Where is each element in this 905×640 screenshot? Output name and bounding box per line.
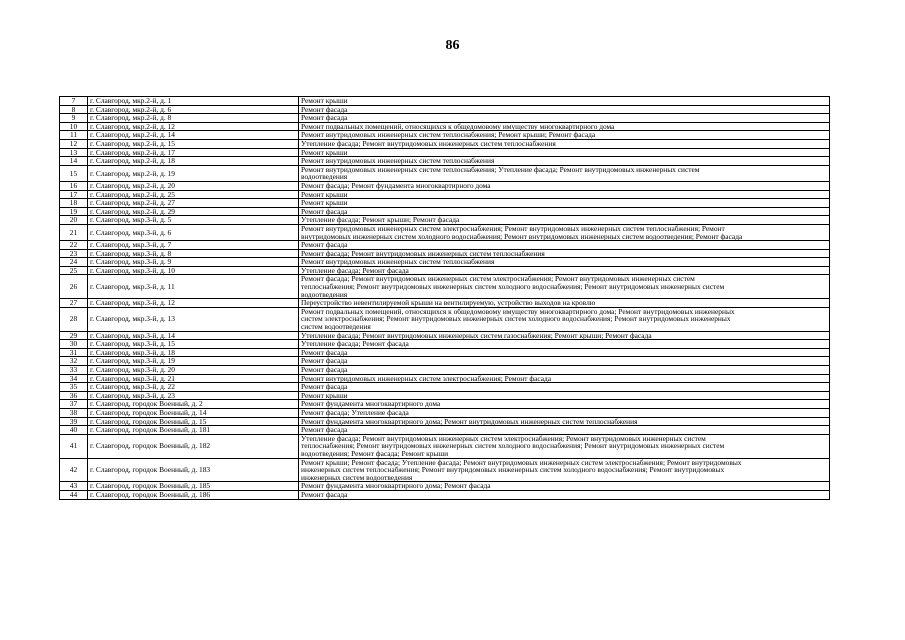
works-line: водоотведения; Ремонт фасада; Ремонт крыши (301, 448, 449, 458)
works-cell (299, 114, 830, 123)
address-cell: г. Славгород, мкр.3-й, д. 15 (88, 340, 299, 349)
address-cell: г. Славгород, мкр.3-й, д. 21 (88, 374, 299, 383)
works-line: Переустройство невентилируемой крыши на вентилируемую, устройство выходов на кровлю (301, 298, 596, 308)
address-cell: г. Славгород, городок Военный, д. 182 (88, 434, 299, 458)
works-cell (299, 400, 830, 409)
table-row (60, 241, 830, 250)
works-line: Ремонт фундамента многоквартирного дома; Ремонт внутридомовых инженерных систем теплоснабжения (301, 417, 638, 426)
table-row (60, 216, 830, 225)
table-row (60, 307, 830, 331)
table-row (60, 490, 830, 499)
row-number: 16 (60, 181, 88, 190)
works-line: Утепление фасада; Ремонт внутридомовых инженерных систем теплоснабжения (301, 139, 556, 148)
address-cell: г. Славгород, мкр.3-й, д. 14 (88, 331, 299, 340)
row-number: 14 (60, 157, 88, 166)
works-line: Ремонт подвальных помещений, относящихся к общедомовому имуществу многоквартирного дома; Ремонт внутридомовых инженерных (301, 307, 735, 316)
row-number: 27 (60, 299, 88, 308)
address-cell: г. Славгород, городок Военный, д. 185 (88, 482, 299, 491)
address-cell: г. Славгород, мкр.3-й, д. 10 (88, 266, 299, 275)
works-cell (299, 482, 830, 491)
works-cell (299, 199, 830, 208)
address-cell: г. Славгород, мкр.2-й, д. 6 (88, 105, 299, 114)
table-row (60, 190, 830, 199)
row-number: 32 (60, 357, 88, 366)
table-row (60, 348, 830, 357)
row-number: 40 (60, 426, 88, 435)
address-cell: г. Славгород, мкр.2-й, д. 14 (88, 131, 299, 140)
works-line: систем электроснабжения; Ремонт внутридомовых инженерных систем холодного водоснабжения; Ремонт внутридомовых инженерных (301, 314, 731, 324)
row-number: 15 (60, 165, 88, 181)
table-row (60, 148, 830, 157)
works-cell (299, 148, 830, 157)
address-cell: г. Славгород, городок Военный, д. 2 (88, 400, 299, 409)
works-line: Ремонт фасада (301, 113, 348, 123)
works-line: водоотведения (301, 172, 348, 182)
works-cell (299, 383, 830, 392)
works-line: инженерных систем теплоснабжения; Ремонт внутридомовых инженерных систем холодного водоснабжения; Ремонт внутридомовых (301, 465, 725, 475)
works-cell (299, 249, 830, 258)
works-cell (299, 131, 830, 140)
address-cell: г. Славгород, мкр.3-й, д. 13 (88, 307, 299, 331)
works-cell (299, 408, 830, 417)
table-row (60, 266, 830, 275)
table-row (60, 357, 830, 366)
works-line: Ремонт крыши; Ремонт фасада; Утепление фасада; Ремонт внутридомовых инженерных систем электроснабжения; Ремонт внутридомовых (301, 458, 742, 467)
address-cell: г. Славгород, мкр.2-й, д. 15 (88, 139, 299, 148)
works-cell (299, 207, 830, 216)
address-cell: г. Славгород, мкр.2-й, д. 17 (88, 148, 299, 157)
row-number: 8 (60, 105, 88, 114)
row-number: 43 (60, 482, 88, 491)
works-line: Ремонт фундамента многоквартирного дома; Ремонт фасада (301, 481, 491, 491)
table-row (60, 391, 830, 400)
works-line: Ремонт крыши (301, 148, 348, 157)
address-cell: г. Славгород, мкр.3-й, д. 18 (88, 348, 299, 357)
address-cell: г. Славгород, мкр.2-й, д. 8 (88, 114, 299, 123)
works-line: Ремонт фасада; Ремонт фундамента многоквартирного дома (301, 181, 491, 190)
page-number: 86 (445, 38, 460, 53)
works-line: Ремонт крыши (301, 96, 348, 105)
works-cell (299, 299, 830, 308)
row-number: 11 (60, 131, 88, 140)
table-row (60, 114, 830, 123)
address-cell: г. Славгород, городок Военный, д. 183 (88, 458, 299, 482)
works-line: Утепление фасада; Ремонт крыши; Ремонт фасада (301, 215, 460, 225)
table-row (60, 374, 830, 383)
address-cell: г. Славгород, мкр.3-й, д. 6 (88, 224, 299, 240)
row-number: 33 (60, 366, 88, 375)
works-line: Ремонт фасада; Утепление фасада (301, 408, 409, 417)
works-line: Ремонт внутридомовых инженерных систем теплоснабжения; Утепление фасада; Ремонт внутридомовых инженерных систем (301, 165, 700, 174)
table-row (60, 122, 830, 131)
address-cell: г. Славгород, мкр.3-й, д. 9 (88, 258, 299, 267)
address-cell: г. Славгород, мкр.3-й, д. 11 (88, 275, 299, 299)
address-cell: г. Славгород, мкр.3-й, д. 23 (88, 391, 299, 400)
works-cell (299, 490, 830, 499)
address-cell: г. Славгород, мкр.3-й, д. 22 (88, 383, 299, 392)
works-cell (299, 266, 830, 275)
works-line: систем водоотведения (301, 322, 371, 332)
address-cell: г. Славгород, городок Военный, д. 14 (88, 408, 299, 417)
address-cell: г. Славгород, городок Военный, д. 15 (88, 417, 299, 426)
works-cell (299, 331, 830, 340)
works-cell (299, 458, 830, 482)
table-row (60, 482, 830, 491)
works-line: Ремонт фасада; Ремонт внутридомовых инженерных систем теплоснабжения (301, 249, 545, 258)
table-row (60, 331, 830, 340)
table-row (60, 458, 830, 482)
works-line: Ремонт внутридомовых инженерных систем электроснабжения; Ремонт внутридомовых инженерных систем теплоснабжения; Ремонт (301, 224, 725, 233)
table-row (60, 97, 830, 106)
row-number: 31 (60, 348, 88, 357)
works-line: Утепление фасада; Ремонт фасада (301, 266, 409, 275)
works-cell (299, 97, 830, 106)
works-cell (299, 417, 830, 426)
address-cell: г. Славгород, мкр.3-й, д. 5 (88, 216, 299, 225)
table-row (60, 366, 830, 375)
table-row (60, 207, 830, 216)
works-cell (299, 105, 830, 114)
works-cell (299, 434, 830, 458)
table-row (60, 258, 830, 267)
works-line: внутридомовых инженерных систем холодного водоснабжения; Ремонт внутридомовых инженерных систем водоотведения; Ремонт фасада (301, 231, 743, 241)
works-cell (299, 139, 830, 148)
works-cell (299, 307, 830, 331)
address-cell: г. Славгород, мкр.3-й, д. 7 (88, 241, 299, 250)
table-row (60, 105, 830, 114)
works-cell (299, 258, 830, 267)
works-line: Ремонт крыши (301, 198, 348, 208)
table-row (60, 417, 830, 426)
table-row (60, 249, 830, 258)
address-cell: г. Славгород, мкр.3-й, д. 19 (88, 357, 299, 366)
works-cell (299, 340, 830, 349)
row-number: 44 (60, 490, 88, 499)
works-line: Ремонт крыши (301, 391, 348, 400)
works-line: Ремонт внутридомовых инженерных систем теплоснабжения; Ремонт крыши; Ремонт фасада (301, 130, 596, 140)
address-cell: г. Славгород, мкр.3-й, д. 12 (88, 299, 299, 308)
works-line: Ремонт крыши (301, 190, 348, 199)
works-line: Ремонт фасада (301, 105, 348, 114)
works-cell (299, 190, 830, 199)
table-row (60, 340, 830, 349)
works-line: Ремонт фасада (301, 382, 348, 392)
works-line: Ремонт фасада; Ремонт внутридомовых инженерных систем электроснабжения; Ремонт внутридомовых инженерных систем (301, 274, 695, 284)
row-number: 18 (60, 199, 88, 208)
works-cell (299, 357, 830, 366)
address-cell: г. Славгород, мкр.2-й, д. 12 (88, 122, 299, 131)
table-row (60, 181, 830, 190)
works-cell (299, 157, 830, 166)
row-number: 26 (60, 275, 88, 299)
works-line: Ремонт фасада (301, 348, 348, 357)
row-number: 20 (60, 216, 88, 225)
works-cell (299, 366, 830, 375)
row-number: 37 (60, 400, 88, 409)
table-row (60, 299, 830, 308)
works-cell (299, 216, 830, 225)
works-line: теплоснабжения; Ремонт внутридомовых инженерных систем холодного водоснабжения; Ремонт внутридомовых инженерных систем (301, 282, 725, 292)
works-cell (299, 426, 830, 435)
works-line: Ремонт фасада (301, 356, 348, 366)
row-number: 29 (60, 331, 88, 340)
row-number: 39 (60, 417, 88, 426)
table-row (60, 131, 830, 140)
works-line: инженерных систем водоотведения (301, 472, 413, 482)
row-number: 9 (60, 114, 88, 123)
repair-works-table (59, 96, 830, 500)
address-cell: г. Славгород, мкр.3-й, д. 20 (88, 366, 299, 375)
works-line: Ремонт фундамента многоквартирного дома (301, 399, 441, 409)
address-cell: г. Славгород, городок Военный, д. 186 (88, 490, 299, 499)
row-number: 23 (60, 249, 88, 258)
row-number: 36 (60, 391, 88, 400)
table-row (60, 275, 830, 299)
row-number: 30 (60, 340, 88, 349)
works-line: Утепление фасада; Ремонт фасада (301, 339, 409, 349)
row-number: 34 (60, 374, 88, 383)
works-line: Ремонт внутридомовых инженерных систем теплоснабжения (301, 257, 495, 267)
works-line: Ремонт фасада (301, 365, 348, 374)
row-number: 10 (60, 122, 88, 131)
row-number: 22 (60, 241, 88, 250)
table-body (60, 97, 830, 500)
row-number: 12 (60, 139, 88, 148)
works-line: Ремонт подвальных помещений, относящихся к общедомовому имуществу многоквартирного дома (301, 122, 615, 131)
address-cell: г. Славгород, мкр.2-й, д. 19 (88, 165, 299, 181)
table-row (60, 434, 830, 458)
works-line: Ремонт фасада (301, 240, 348, 250)
row-number: 24 (60, 258, 88, 267)
table-row (60, 383, 830, 392)
row-number: 21 (60, 224, 88, 240)
address-cell: г. Славгород, мкр.2-й, д. 1 (88, 97, 299, 106)
row-number: 17 (60, 190, 88, 199)
table-row (60, 426, 830, 435)
address-cell: г. Славгород, мкр.2-й, д. 18 (88, 157, 299, 166)
works-line: Утепление фасада; Ремонт внутридомовых инженерных систем электроснабжения; Ремонт внутридомовых инженерных систем (301, 434, 706, 443)
row-number: 25 (60, 266, 88, 275)
works-cell (299, 391, 830, 400)
works-line: Ремонт фасада (301, 490, 348, 499)
works-cell (299, 122, 830, 131)
works-cell (299, 165, 830, 181)
works-cell (299, 224, 830, 240)
table-row (60, 400, 830, 409)
works-cell (299, 241, 830, 250)
row-number: 41 (60, 434, 88, 458)
works-line: Ремонт внутридомовых инженерных систем теплоснабжения (301, 156, 495, 166)
works-line: водоотведения (301, 289, 348, 299)
row-number: 19 (60, 207, 88, 216)
works-cell (299, 181, 830, 190)
works-line: Ремонт внутридомовых инженерных систем электроснабжения; Ремонт фасада (301, 374, 552, 383)
address-cell: г. Славгород, мкр.3-й, д. 8 (88, 249, 299, 258)
row-number: 13 (60, 148, 88, 157)
address-cell: г. Славгород, мкр.2-й, д. 25 (88, 190, 299, 199)
address-cell: г. Славгород, городок Военный, д. 181 (88, 426, 299, 435)
works-line: Ремонт фасада (301, 425, 348, 435)
table-row (60, 199, 830, 208)
table-row (60, 408, 830, 417)
row-number: 35 (60, 383, 88, 392)
address-cell: г. Славгород, мкр.2-й, д. 29 (88, 207, 299, 216)
works-line: Утепление фасада; Ремонт внутридомовых инженерных систем газоснабжения; Ремонт крыши; Ремонт фасада (301, 331, 652, 340)
works-line: Ремонт фасада (301, 207, 348, 216)
row-number: 38 (60, 408, 88, 417)
table-row (60, 224, 830, 240)
table-row (60, 165, 830, 181)
table-row (60, 157, 830, 166)
works-line: теплоснабжения; Ремонт внутридомовых инженерных систем холодного водоснабжения; Ремонт внутридомовых инженерных систем (301, 441, 725, 451)
address-cell: г. Славгород, мкр.2-й, д. 27 (88, 199, 299, 208)
row-number: 28 (60, 307, 88, 331)
row-number: 7 (60, 97, 88, 106)
row-number: 42 (60, 458, 88, 482)
address-cell: г. Славгород, мкр.2-й, д. 20 (88, 181, 299, 190)
works-cell (299, 348, 830, 357)
works-cell (299, 275, 830, 299)
table-row (60, 139, 830, 148)
works-cell (299, 374, 830, 383)
